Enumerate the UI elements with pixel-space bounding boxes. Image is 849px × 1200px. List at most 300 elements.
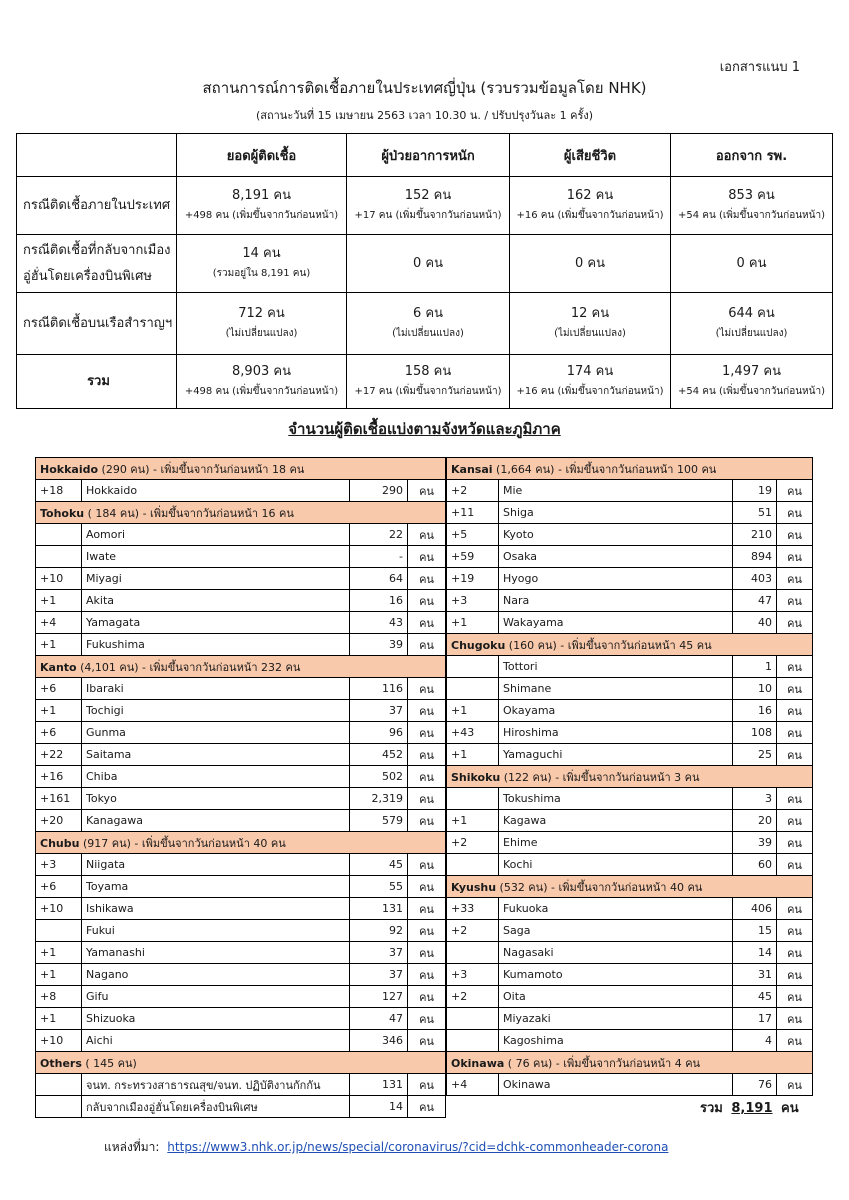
- prefecture-change: +8: [36, 986, 82, 1008]
- summary-value: 1,497 คน: [722, 363, 781, 379]
- prefecture-change: [447, 854, 499, 876]
- prefecture-unit: คน: [777, 480, 813, 502]
- region-name: Kanto: [40, 660, 77, 674]
- prefecture-change: [36, 524, 82, 546]
- prefecture-change: +2: [447, 986, 499, 1008]
- prefecture-unit: คน: [408, 744, 446, 766]
- summary-value: 12 คน: [570, 305, 610, 321]
- summary-table: [16, 133, 833, 409]
- prefecture-count: 20: [733, 810, 777, 832]
- prefecture-row: [447, 898, 813, 920]
- prefecture-name: Okayama: [499, 700, 733, 722]
- prefecture-unit: คน: [777, 524, 813, 546]
- region-header-row: [36, 832, 446, 854]
- prefecture-name: Nagano: [82, 964, 350, 986]
- prefecture-name: Kyoto: [499, 524, 733, 546]
- prefecture-row: [36, 810, 446, 832]
- summary-row-cruise: [17, 293, 833, 355]
- summary-change: (ไม่เปลี่ยนแปลง): [392, 327, 464, 339]
- prefecture-unit: คน: [777, 546, 813, 568]
- prefecture-count: 96: [350, 722, 408, 744]
- prefecture-row: [447, 1074, 813, 1096]
- prefecture-change: +6: [36, 722, 82, 744]
- region-header-cell: [36, 832, 446, 854]
- prefecture-name: Iwate: [82, 546, 350, 568]
- prefecture-row: [447, 788, 813, 810]
- prefecture-count: 76: [733, 1074, 777, 1096]
- prefecture-unit: คน: [408, 986, 446, 1008]
- prefecture-row: [447, 546, 813, 568]
- prefecture-name: Osaka: [499, 546, 733, 568]
- region-header-cell: [447, 1052, 813, 1074]
- prefecture-unit: คน: [408, 920, 446, 942]
- region-header-row: [447, 876, 813, 898]
- summary-header-cell: ยอดผู้ติดเชื้อ: [177, 134, 347, 177]
- prefecture-unit: คน: [777, 568, 813, 590]
- prefecture-change: [36, 1096, 82, 1118]
- prefecture-row: [36, 788, 446, 810]
- summary-corner-cell: [17, 134, 177, 177]
- prefecture-change: +22: [36, 744, 82, 766]
- summary-cell: [671, 355, 833, 409]
- prefecture-unit: คน: [777, 590, 813, 612]
- prefecture-unit: คน: [777, 788, 813, 810]
- region-name: Chugoku: [451, 638, 506, 652]
- prefecture-unit: คน: [777, 1008, 813, 1030]
- prefecture-count: 2,319: [350, 788, 408, 810]
- prefecture-name: Aichi: [82, 1030, 350, 1052]
- summary-change: +16 คน (เพิ่มขึ้นจากวันก่อนหน้า): [516, 385, 664, 397]
- prefecture-change: +1: [36, 634, 82, 656]
- page-subtitle: (สถานะวันที่ 15 เมษายน 2563 เวลา 10.30 น. / ปรับปรุงวันละ 1 ครั้ง): [255, 109, 594, 122]
- prefecture-change: +10: [36, 1030, 82, 1052]
- prefecture-row: [447, 568, 813, 590]
- prefecture-count: 60: [733, 854, 777, 876]
- prefecture-count: 47: [733, 590, 777, 612]
- prefecture-unit: คน: [408, 612, 446, 634]
- prefecture-change: [447, 1008, 499, 1030]
- prefecture-unit: คน: [408, 524, 446, 546]
- prefecture-row: [36, 480, 446, 502]
- prefecture-name: จนท. กระทรวงสาธารณสุข/จนท. ปฏิบัติงานกักกัน: [82, 1074, 350, 1096]
- region-name: Shikoku: [451, 770, 501, 784]
- prefecture-row: [36, 854, 446, 876]
- prefecture-change: +19: [447, 568, 499, 590]
- prefecture-name: Kagoshima: [499, 1030, 733, 1052]
- prefecture-unit: คน: [777, 502, 813, 524]
- prefecture-change: +2: [447, 480, 499, 502]
- prefecture-row: [36, 766, 446, 788]
- prefecture-count: 16: [350, 590, 408, 612]
- summary-cell: [177, 293, 347, 355]
- summary-cell: [510, 293, 671, 355]
- prefecture-count: 19: [733, 480, 777, 502]
- prefecture-change: +1: [447, 810, 499, 832]
- prefecture-row: [36, 1008, 446, 1030]
- prefecture-name: Tokushima: [499, 788, 733, 810]
- region-name: Okinawa: [451, 1056, 505, 1070]
- region-header-cell: [36, 502, 446, 524]
- region-header-cell: [447, 634, 813, 656]
- prefecture-name: Shimane: [499, 678, 733, 700]
- prefecture-count: 346: [350, 1030, 408, 1052]
- prefecture-count: 31: [733, 964, 777, 986]
- summary-cell: [347, 293, 510, 355]
- prefecture-name: Kagawa: [499, 810, 733, 832]
- prefecture-row: [36, 722, 446, 744]
- prefecture-row: [36, 942, 446, 964]
- prefecture-change: +1: [36, 1008, 82, 1030]
- summary-change: +54 คน (เพิ่มขึ้นจากวันก่อนหน้า): [678, 385, 825, 397]
- prefecture-count: 22: [350, 524, 408, 546]
- prefecture-row: [36, 986, 446, 1008]
- region-name: Kansai: [451, 462, 493, 476]
- prefecture-name: Hiroshima: [499, 722, 733, 744]
- prefecture-count: 127: [350, 986, 408, 1008]
- region-name: Hokkaido: [40, 462, 99, 476]
- summary-value: 0 คน: [413, 255, 443, 271]
- summary-change: +17 คน (เพิ่มขึ้นจากวันก่อนหน้า): [354, 209, 502, 221]
- summary-change: +16 คน (เพิ่มขึ้นจากวันก่อนหน้า): [516, 209, 664, 221]
- prefecture-unit: คน: [408, 1096, 446, 1118]
- prefecture-change: +6: [36, 678, 82, 700]
- prefecture-row: [447, 700, 813, 722]
- region-name: Others: [40, 1056, 82, 1070]
- region-detail: (290 คน) - เพิ่มขึ้นจากวันก่อนหน้า 18 คน: [98, 462, 305, 476]
- attachment-label: เอกสารแนบ 1: [719, 60, 800, 75]
- prefecture-change: +1: [36, 590, 82, 612]
- prefecture-row: [447, 590, 813, 612]
- prefecture-name: Ibaraki: [82, 678, 350, 700]
- prefecture-name: Toyama: [82, 876, 350, 898]
- prefecture-unit: คน: [777, 920, 813, 942]
- prefecture-unit: คน: [777, 832, 813, 854]
- region-header-cell: [447, 458, 813, 480]
- summary-value: 0 คน: [575, 255, 605, 271]
- prefecture-unit: คน: [408, 590, 446, 612]
- prefecture-row: [36, 876, 446, 898]
- prefecture-row: [36, 898, 446, 920]
- prefecture-change: +59: [447, 546, 499, 568]
- summary-change: +17 คน (เพิ่มขึ้นจากวันก่อนหน้า): [354, 385, 502, 397]
- prefecture-unit: คน: [408, 1008, 446, 1030]
- prefecture-count: 10: [733, 678, 777, 700]
- source-link[interactable]: https://www3.nhk.or.jp/news/special/coronavirus/?cid=dchk-commonheader-corona: [167, 1140, 669, 1154]
- region-header-cell: [36, 458, 446, 480]
- prefecture-name: Kochi: [499, 854, 733, 876]
- prefecture-count: 39: [733, 832, 777, 854]
- grand-total-label: รวม: [700, 1101, 723, 1116]
- source-line: [104, 1138, 668, 1157]
- prefecture-count: 403: [733, 568, 777, 590]
- prefecture-name: Oita: [499, 986, 733, 1008]
- region-header-cell: [36, 656, 446, 678]
- region-detail: (122 คน) - เพิ่มขึ้นจากวันก่อนหน้า 3 คน: [500, 770, 700, 784]
- prefecture-unit: คน: [777, 898, 813, 920]
- prefecture-change: +11: [447, 502, 499, 524]
- prefecture-change: +1: [447, 744, 499, 766]
- region-header-cell: [447, 876, 813, 898]
- summary-header-cell: ออกจาก รพ.: [671, 134, 833, 177]
- prefecture-count: 47: [350, 1008, 408, 1030]
- prefecture-change: +18: [36, 480, 82, 502]
- summary-value: 8,903 คน: [232, 363, 291, 379]
- prefecture-unit: คน: [777, 744, 813, 766]
- summary-value: 162 คน: [566, 187, 614, 203]
- prefecture-unit: คน: [777, 700, 813, 722]
- prefecture-change: +1: [36, 942, 82, 964]
- prefecture-count: 116: [350, 678, 408, 700]
- prefecture-count: 39: [350, 634, 408, 656]
- summary-value: 644 คน: [728, 305, 775, 321]
- summary-row-total: [17, 355, 833, 409]
- prefecture-change: +2: [447, 832, 499, 854]
- prefecture-count: 4: [733, 1030, 777, 1052]
- prefecture-count: 14: [350, 1096, 408, 1118]
- region-detail: ( 184 คน) - เพิ่มขึ้นจากวันก่อนหน้า 16 คน: [84, 506, 294, 520]
- prefecture-row: [447, 832, 813, 854]
- region-detail: ( 76 คน) - เพิ่มขึ้นจากวันก่อนหน้า 4 คน: [504, 1056, 701, 1070]
- prefecture-row: [447, 964, 813, 986]
- grand-total-unit: คน: [781, 1101, 799, 1116]
- prefecture-name: Fukuoka: [499, 898, 733, 920]
- prefecture-row: [36, 744, 446, 766]
- prefecture-row: [36, 568, 446, 590]
- summary-value: 6 คน: [413, 305, 443, 321]
- summary-cell: [177, 235, 347, 293]
- prefecture-count: 37: [350, 700, 408, 722]
- prefecture-name: Ehime: [499, 832, 733, 854]
- region-detail: (160 คน) - เพิ่มขึ้นจากวันก่อนหน้า 45 คน: [505, 638, 712, 652]
- prefecture-change: +1: [447, 700, 499, 722]
- summary-cell: [177, 355, 347, 409]
- summary-cell: [177, 177, 347, 235]
- prefecture-count: 131: [350, 1074, 408, 1096]
- prefecture-unit: คน: [408, 876, 446, 898]
- prefecture-row: [36, 920, 446, 942]
- prefecture-change: +33: [447, 898, 499, 920]
- prefecture-change: +4: [36, 612, 82, 634]
- region-header-row: [36, 656, 446, 678]
- summary-cell: [671, 177, 833, 235]
- prefecture-row: [447, 920, 813, 942]
- prefecture-row: [447, 810, 813, 832]
- prefecture-name: Aomori: [82, 524, 350, 546]
- prefecture-row: [36, 1074, 446, 1096]
- region-detail: (532 คน) - เพิ่มขึ้นจากวันก่อนหน้า 40 คน: [496, 880, 703, 894]
- prefecture-count: 210: [733, 524, 777, 546]
- prefecture-row: [447, 656, 813, 678]
- source-label: แหล่งที่มา:: [104, 1140, 160, 1154]
- prefecture-count: 40: [733, 612, 777, 634]
- prefecture-row: [447, 480, 813, 502]
- prefecture-count: 894: [733, 546, 777, 568]
- prefecture-change: +6: [36, 876, 82, 898]
- prefecture-change: +20: [36, 810, 82, 832]
- prefecture-name: Saga: [499, 920, 733, 942]
- summary-value: 14 คน: [242, 245, 281, 261]
- prefecture-name: Tokyo: [82, 788, 350, 810]
- prefecture-unit: คน: [408, 898, 446, 920]
- prefecture-count: 502: [350, 766, 408, 788]
- prefecture-name: กลับจากเมืองอู่ฮั่นโดยเครื่องบินพิเศษ: [82, 1096, 350, 1118]
- prefecture-unit: คน: [408, 634, 446, 656]
- region-name: Chubu: [40, 836, 80, 850]
- prefecture-unit: คน: [408, 942, 446, 964]
- prefecture-change: [447, 656, 499, 678]
- prefecture-count: 37: [350, 964, 408, 986]
- prefecture-unit: คน: [408, 854, 446, 876]
- prefecture-count: 92: [350, 920, 408, 942]
- summary-change: (ไม่เปลี่ยนแปลง): [554, 327, 626, 339]
- prefecture-unit: คน: [777, 986, 813, 1008]
- prefecture-count: 37: [350, 942, 408, 964]
- prefecture-change: +4: [447, 1074, 499, 1096]
- prefecture-row: [36, 546, 446, 568]
- prefecture-table-left: [35, 457, 446, 1118]
- summary-header-row: [17, 134, 833, 177]
- prefecture-change: [447, 942, 499, 964]
- prefecture-row: [447, 1008, 813, 1030]
- prefecture-change: +1: [447, 612, 499, 634]
- prefecture-change: +3: [36, 854, 82, 876]
- prefecture-row: [36, 1030, 446, 1052]
- prefecture-heading: จำนวนผู้ติดเชื้อแบ่งตามจังหวัดและภูมิภาค: [288, 420, 561, 438]
- prefecture-name: Fukushima: [82, 634, 350, 656]
- region-detail: (1,664 คน) - เพิ่มขึ้นจากวันก่อนหน้า 100 คน: [492, 462, 717, 476]
- prefecture-name: Shiga: [499, 502, 733, 524]
- grand-total: [700, 1097, 799, 1118]
- prefecture-name: Okinawa: [499, 1074, 733, 1096]
- summary-value: 174 คน: [566, 363, 614, 379]
- prefecture-name: Tottori: [499, 656, 733, 678]
- prefecture-change: +3: [447, 590, 499, 612]
- prefecture-row: [36, 964, 446, 986]
- summary-value: 853 คน: [728, 187, 775, 203]
- summary-row-wuhan: [17, 235, 833, 293]
- prefecture-change: [36, 546, 82, 568]
- prefecture-change: +1: [36, 964, 82, 986]
- prefecture-row: [36, 1096, 446, 1118]
- prefecture-name: Yamagata: [82, 612, 350, 634]
- summary-header-cell: ผู้เสียชีวิต: [510, 134, 671, 177]
- summary-row-label: กรณีติดเชื้อบนเรือสำราญฯ: [17, 293, 177, 355]
- summary-change: +498 คน (เพิ่มขึ้นจากวันก่อนหน้า): [184, 209, 339, 221]
- prefecture-row: [447, 986, 813, 1008]
- region-header-row: [36, 458, 446, 480]
- prefecture-unit: คน: [777, 678, 813, 700]
- prefecture-name: Chiba: [82, 766, 350, 788]
- prefecture-unit: คน: [408, 546, 446, 568]
- prefecture-count: 452: [350, 744, 408, 766]
- prefecture-change: +10: [36, 898, 82, 920]
- summary-row-label: กรณีติดเชื้อภายในประเทศ: [17, 177, 177, 235]
- prefecture-change: [36, 1074, 82, 1096]
- prefecture-count: 15: [733, 920, 777, 942]
- region-detail: (4,101 คน) - เพิ่มขึ้นจากวันก่อนหน้า 232 คน: [76, 660, 301, 674]
- summary-cell: [671, 293, 833, 355]
- prefecture-row: [36, 612, 446, 634]
- prefecture-row: [447, 744, 813, 766]
- prefecture-row: [447, 678, 813, 700]
- prefecture-change: [447, 678, 499, 700]
- prefecture-unit: คน: [408, 722, 446, 744]
- summary-value: 0 คน: [736, 255, 767, 271]
- prefecture-count: 51: [733, 502, 777, 524]
- prefecture-row: [447, 722, 813, 744]
- prefecture-count: 45: [350, 854, 408, 876]
- prefecture-unit: คน: [777, 854, 813, 876]
- prefecture-count: 131: [350, 898, 408, 920]
- prefecture-change: +16: [36, 766, 82, 788]
- prefecture-name: Akita: [82, 590, 350, 612]
- prefecture-unit: คน: [777, 964, 813, 986]
- page-title: สถานการณ์การติดเชื้อภายในประเทศญี่ปุ่น (รวบรวมข้อมูลโดย NHK): [202, 79, 647, 97]
- region-header-row: [36, 1052, 446, 1074]
- grand-total-value: 8,191: [731, 1101, 773, 1116]
- summary-change: +54 คน (เพิ่มขึ้นจากวันก่อนหน้า): [678, 209, 825, 221]
- prefecture-count: 64: [350, 568, 408, 590]
- region-header-cell: [447, 766, 813, 788]
- prefecture-unit: คน: [408, 700, 446, 722]
- prefecture-name: Gifu: [82, 986, 350, 1008]
- prefecture-row: [36, 678, 446, 700]
- prefecture-count: 17: [733, 1008, 777, 1030]
- summary-value: 152 คน: [404, 187, 452, 203]
- prefecture-unit: คน: [408, 568, 446, 590]
- region-header-row: [447, 458, 813, 480]
- region-header-row: [447, 1052, 813, 1074]
- prefecture-change: +43: [447, 722, 499, 744]
- prefecture-change: +3: [447, 964, 499, 986]
- summary-change: (ไม่เปลี่ยนแปลง): [225, 327, 298, 339]
- summary-value: 712 คน: [238, 305, 285, 321]
- prefecture-name: Niigata: [82, 854, 350, 876]
- prefecture-unit: คน: [408, 1030, 446, 1052]
- prefecture-table-right: [446, 457, 813, 1096]
- prefecture-unit: คน: [777, 810, 813, 832]
- prefecture-change: +2: [447, 920, 499, 942]
- prefecture-row: [36, 700, 446, 722]
- prefecture-count: 25: [733, 744, 777, 766]
- summary-cell: [510, 235, 671, 293]
- region-detail: ( 145 คน): [81, 1056, 137, 1070]
- prefecture-name: Gunma: [82, 722, 350, 744]
- prefecture-change: +1: [36, 700, 82, 722]
- prefecture-name: Kanagawa: [82, 810, 350, 832]
- summary-row-label: กรณีติดเชื้อที่กลับจากเมืองอู่ฮั่นโดยเครื่องบินพิเศษ: [17, 235, 177, 293]
- summary-cell: [347, 177, 510, 235]
- summary-change: (รวมอยู่ใน 8,191 คน): [212, 267, 311, 279]
- prefecture-row: [447, 502, 813, 524]
- prefecture-name: Fukui: [82, 920, 350, 942]
- prefecture-unit: คน: [777, 612, 813, 634]
- prefecture-name: Miyazaki: [499, 1008, 733, 1030]
- summary-cell: [510, 177, 671, 235]
- prefecture-name: Wakayama: [499, 612, 733, 634]
- prefecture-count: 406: [733, 898, 777, 920]
- prefecture-name: Miyagi: [82, 568, 350, 590]
- region-header-row: [36, 502, 446, 524]
- prefecture-count: 290: [350, 480, 408, 502]
- summary-value: 8,191 คน: [232, 187, 291, 203]
- prefecture-row: [447, 612, 813, 634]
- prefecture-row: [447, 942, 813, 964]
- summary-value: 158 คน: [404, 363, 452, 379]
- prefecture-name: Nara: [499, 590, 733, 612]
- prefecture-name: Yamaguchi: [499, 744, 733, 766]
- summary-cell: [671, 235, 833, 293]
